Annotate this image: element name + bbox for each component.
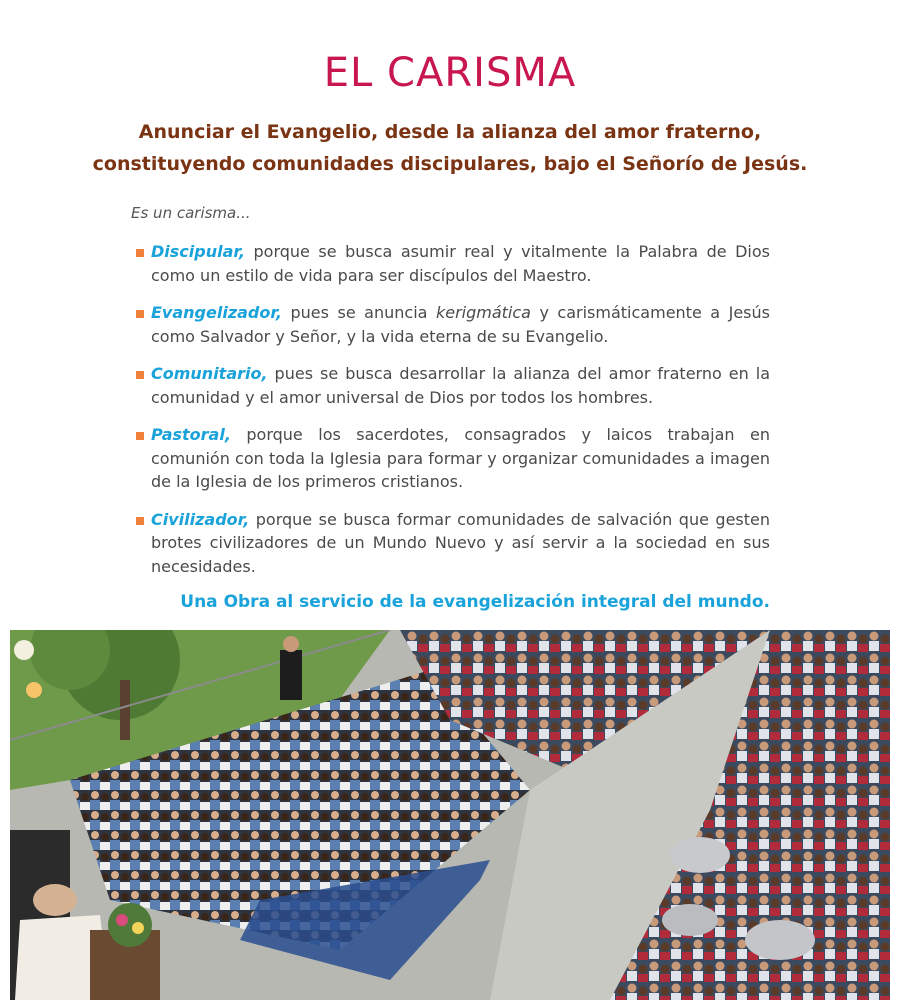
list-item-evangelizador: [136, 301, 770, 348]
subtitle-line-2: constituyendo comunidades discipulares, bajo el Señorío de Jesús.: [92, 153, 808, 175]
bullet-icon: [136, 249, 144, 257]
list-item-comunitario: [136, 362, 770, 409]
list-item-discipular: [136, 240, 770, 287]
page-title: EL CARISMA: [323, 50, 577, 96]
item-text: porque los sacerdotes, consagrados y laicos trabajan en comunión con toda la Iglesia para formar y organizar comunidades a imagen de la Iglesia de los primeros cristianos.: [151, 425, 770, 491]
item-text: pues se anuncia: [282, 303, 436, 322]
list-item-civilizador: [136, 508, 770, 579]
bullet-icon: [136, 432, 144, 440]
bullet-icon: [136, 517, 144, 525]
list-item-pastoral: [136, 423, 770, 494]
subtitle-line-1: Anunciar el Evangelio, desde la alianza del amor fraterno,: [138, 121, 762, 143]
item-text: pues se busca desarrollar la alianza del amor fraterno en la comunidad y el amor universal de Dios por todos los hombres.: [151, 364, 770, 407]
crowd-photo: [10, 630, 890, 1000]
item-text: y carismáticamente a Jesús como Salvador y Señor, y la vida eterna de su Evangelio.: [151, 303, 770, 346]
closing-statement: Una Obra al servicio de la evangelización integral del mundo.: [180, 592, 770, 612]
item-text: porque se busca asumir real y vitalmente la Palabra de Dios como un estilo de vida para ser discípulos del Maestro.: [151, 242, 770, 285]
item-text-italic: kerigmática: [435, 303, 531, 322]
charism-list: [136, 240, 770, 592]
item-term: Comunitario,: [151, 364, 268, 383]
page-subtitle: [60, 116, 840, 180]
item-term: Pastoral,: [151, 425, 231, 444]
intro-text: Es un carisma...: [131, 204, 251, 222]
item-term: Discipular,: [151, 242, 245, 261]
crowd-photo-illustration: [10, 630, 890, 1000]
item-term: Evangelizador,: [151, 303, 282, 322]
item-text: porque se busca formar comunidades de salvación que gesten brotes civilizadores de un Mundo Nuevo y así servir a la sociedad en sus necesidades.: [151, 509, 770, 576]
bullet-icon: [136, 371, 144, 379]
item-term: Civilizador,: [151, 509, 250, 529]
bullet-icon: [136, 310, 144, 318]
